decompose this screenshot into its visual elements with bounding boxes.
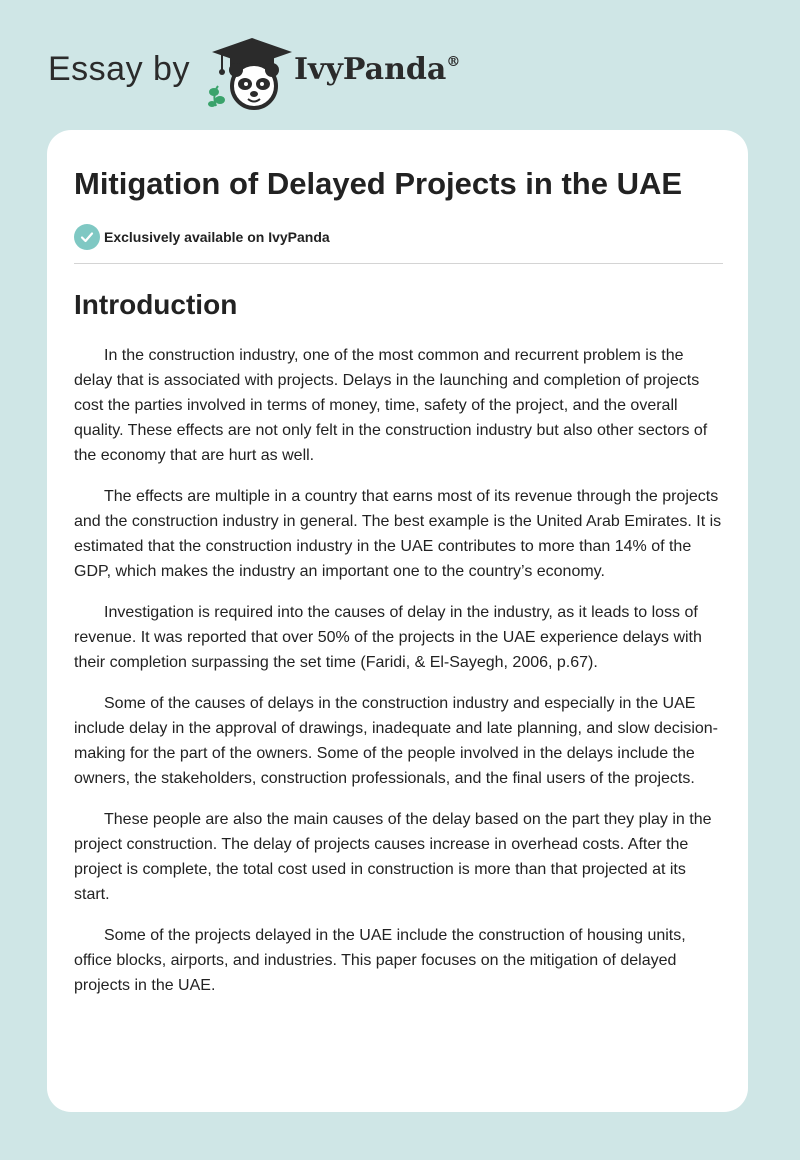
divider	[74, 263, 723, 264]
registered-mark: ®	[446, 54, 461, 70]
paragraph: In the construction industry, one of the most common and recurrent problem is the delay that is associated with projects. Delays in the launching and completion of projects cost the parties involved in terms of money, time, safety of the project, and the overall quality. These effects are not only felt in the construction industry but also other sectors of the economy that are hurt as well.	[74, 347, 708, 464]
paragraph: Some of the causes of delays in the construction industry and especially in the UAE include delay in the approval of drawings, inadequate and late planning, and slow decision-making for the part of the owners. Some of the people involved in the delays include the owners, the stakeholders, construction professionals, and the final users of the projects.	[74, 695, 718, 787]
exclusive-badge	[74, 224, 724, 250]
section-heading: Introduction	[74, 289, 238, 320]
paragraph: These people are also the main causes of the delay based on the part they play in the project construction. The delay of projects causes increase in overhead costs. After the project is complete, the total cost used in construction is more than that projected at its start.	[74, 811, 712, 903]
brand-name-text: IvyPanda	[294, 52, 447, 87]
checkmark-icon	[74, 224, 100, 250]
brand-name[interactable]	[294, 52, 460, 87]
paragraph: Investigation is required into the causes of delay in the industry, as it leads to loss of revenue. It was reported that over 50% of the projects in the UAE experience delays with their completion surpassing the set time (Faridi, & El-Sayegh, 2006, p.67).	[74, 604, 702, 671]
site-header	[48, 34, 508, 110]
essay-content	[74, 164, 724, 998]
exclusive-badge-text: Exclusively available on IvyPanda	[104, 229, 330, 245]
paragraph: Some of the projects delayed in the UAE include the construction of housing units, office blocks, airports, and industries. This paper focuses on the mitigation of delayed projects in the UAE.	[74, 927, 686, 994]
essay-title: Mitigation of Delayed Projects in the UAE	[74, 166, 683, 201]
paragraph-list	[74, 343, 724, 998]
essay-card	[47, 130, 748, 1112]
essay-by-label: Essay by	[48, 50, 190, 88]
panda-logo-icon[interactable]	[202, 34, 294, 110]
paragraph: The effects are multiple in a country that earns most of its revenue through the projects and the construction industry in general. The best example is the United Arab Emirates. It is estimated that the construction industry in the UAE contributes to more than 14% of the GDP, which makes the industry an important one to the country’s economy.	[74, 488, 722, 580]
